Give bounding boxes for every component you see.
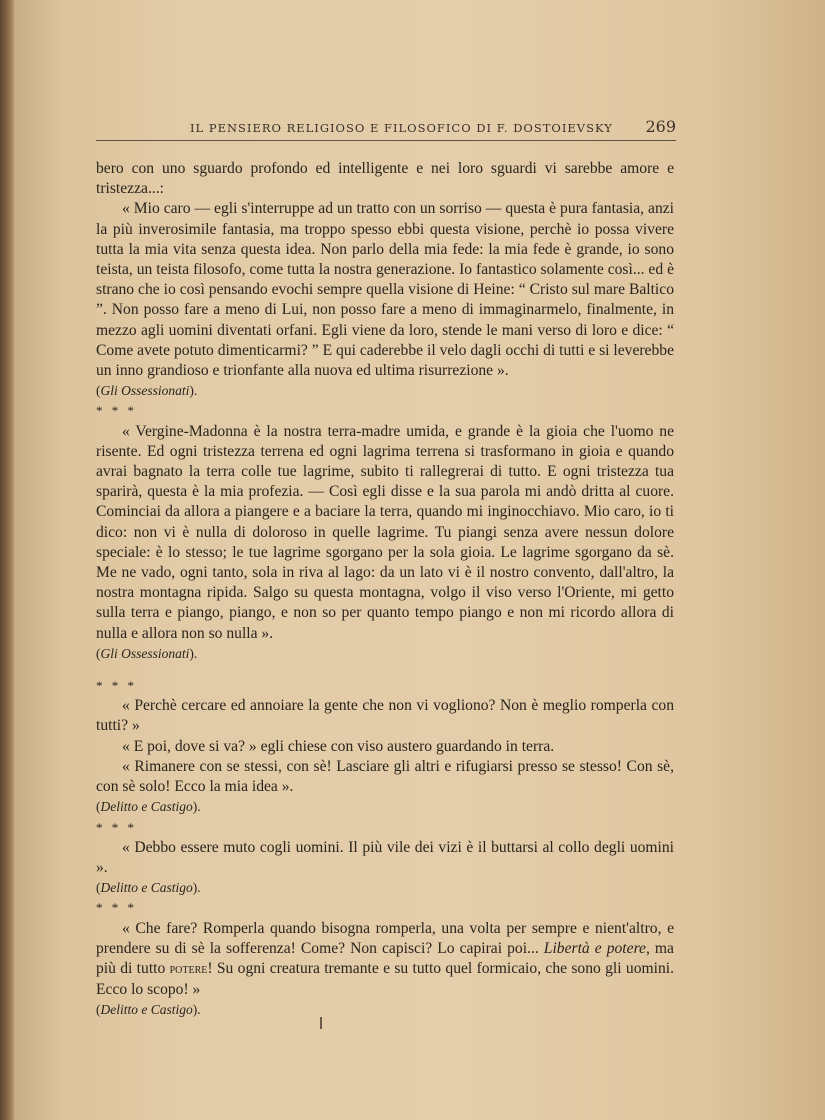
book-spine-shadow [0,0,14,1120]
running-title: IL PENSIERO RELIGIOSO E FILOSOFICO DI F. DOSTOIEVSKY [190,121,613,135]
page-body [96,159,674,1021]
paragraph: « Rimanere con se stessi, con sè! Lasciare gli altri e rifugiarsi presso se stesso! Con sè, con sè solo! Ecco la mia idea ». [96,757,674,796]
source-citation: (Delitto e Castigo). [96,880,201,896]
small-caps-word: potere [169,961,208,977]
paragraph: « Perchè cercare ed annoiare la gente che non vi vogliono? Non è meglio romperla con tutti? » [96,697,674,735]
running-header [190,119,690,139]
section-separator: * * * [96,900,137,916]
paragraph: « Mio caro — egli s'interruppe ad un tratto con un sorriso — questa è pura fantasia, anzi la più inverosimile fantasia, ma troppo spesso ebbi questa visione, perchè io possa vivere tutta la mia vita senza questa idea. Non parlo della mia fede: la mia fede è grande, io sono teista, un teista filosofo, come tutta la nostra generazione. Io fantastico solamente così... ed è strano che io così pensando evochi sempre quella visione di Heine: “ Cristo sul mare Baltico ”. Non posso fare a meno di Lui, non posso fare a meno di immaginarmelo, finalmente, in mezzo agli uomini diventati orfani. Egli viene da loro, stende le mani verso di loro e dice: “ Come avete potuto dimenticarmi? ” E qui caderebbe il velo dagli occhi di tutti e si leverebbe un inno grandioso e trionfante alla nuova ed ultima risurrezione ». [96,200,674,380]
source-citation: (Gli Ossessionati). [96,645,198,661]
emphasis: Libertà e potere [543,939,646,957]
section-separator: * * * [96,819,137,835]
paragraph: bero con uno sguardo profondo ed intelligente e nei loro sguardi vi sarebbe amore e tristezza...: [96,160,674,198]
section-separator: * * * [96,403,137,419]
source-citation: (Gli Ossessionati). [96,383,198,399]
source-citation: (Delitto e Castigo). [96,799,201,815]
paragraph: « E poi, dove si va? » egli chiese con viso austero guardando in terra. [122,737,555,755]
paragraph: « Debbo essere muto cogli uomini. Il più vile dei vizi è il buttarsi al collo degli uomini ». [96,838,674,876]
ink-mark [320,1017,322,1029]
section-separator: * * * [96,678,137,694]
page-number: 269 [645,117,676,136]
paragraph: « Vergine-Madonna è la nostra terra-madre umida, e grande è la gioia che l'uomo ne risente. Ed ogni tristezza terrena ed ogni lagrima terrena si trasformano in gioia e quando avrai bagnato la terra colle tue lagrime, subito ti rallegrerai di tutto. E ogni tristezza tua sparirà, questa è la mia profezia. — Così egli disse e la sua parola mi andò dritta al cuore. Cominciai da allora a piangere e a baciare la terra, quando mi inginocchiavo. Mio caro, io ti dico: non vi è nulla di doloroso in quelle lagrime. Tu piangi senza avere nessun dolore speciale: è lo stesso; le tue lagrime sgorgano per la sola gioia. Le lagrime sgorgano da sè. Me ne vado, ogni tanto, sola in riva al lago: da un lato vi è il nostro convento, dall'altro, la nostra montagna ripida. Salgo su questa montagna, volgo il viso verso l'Oriente, mi getto sulla terra e piango, piango, e non so per quanto tempo piango e non mi ricordo allora di nulla e allora non so nulla ». [96,422,674,642]
paragraph: « Che fare? Romperla quando bisogna romperla, una volta per sempre e nient'altro, e prendere su di sè la sofferenza! Come? Non capisci? Lo capirai poi... Libertà e potere, ma più di tutto potere! Su ogni creatura tremante e su tutto quel formicaio, che sono gli uomini. Ecco lo scopo! » [96,919,674,999]
header-rule [96,140,676,141]
source-citation: (Delitto e Castigo). [96,1002,201,1018]
